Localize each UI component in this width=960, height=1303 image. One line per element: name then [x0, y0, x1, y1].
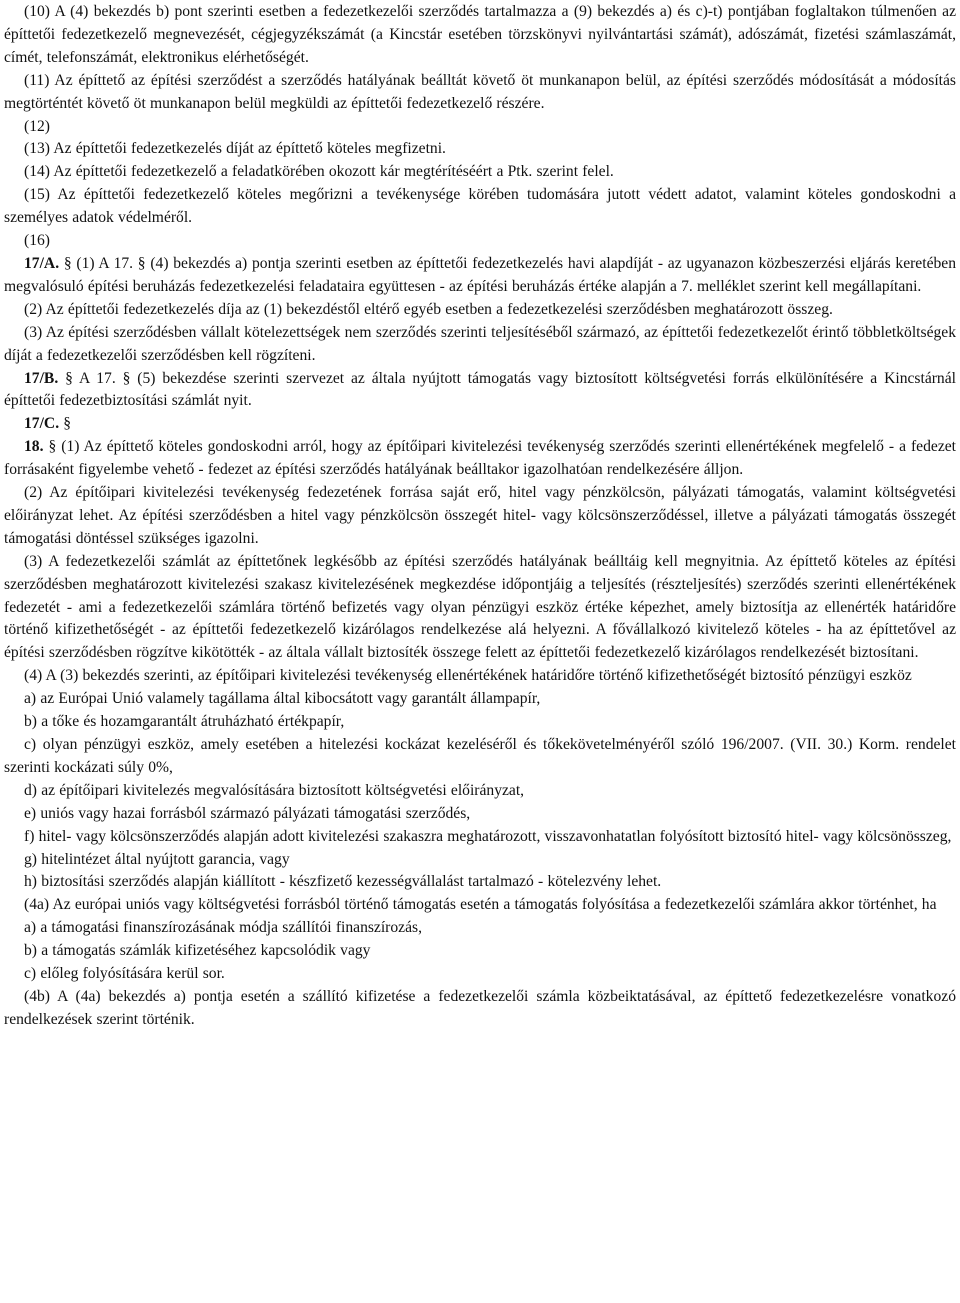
paragraph-text: § A 17. § (5) bekezdése szerinti szervezet az általa nyújtott támogatás vagy biztosított költségvetési forrás elkülönítésére a Kincstárnál építtetői fedezetbiztosítási számlát nyit. [4, 369, 956, 410]
paragraph-text: (10) A (4) bekezdés b) pont szerinti esetben a fedezetkezelői szerződés tartalmazza a (9) bekezdés a) és c)-t) pontjában foglaltakon túlmenően az építtetői fedezetkezelő megnevezését, cégjegyzékszámát (a Kincstár esetében törzskönyvi nyilvántartási számát), adószámát, fizetési számlaszámát, címét, telefonszámát, elektronikus elérhetőségét. [4, 3, 956, 66]
paragraph [4, 711, 956, 734]
paragraph [4, 940, 956, 963]
paragraph-text: a) az Európai Unió valamely tagállama által kibocsátott vagy garantált állampapír, [24, 690, 541, 708]
paragraph [4, 413, 956, 436]
section-number: 17/C. [24, 415, 60, 433]
paragraph-text: § (1) Az építtető köteles gondoskodni arról, hogy az építőipari kivitelezési tevékenység szerződés szerinti ellenértékének megfelelő - a fedezet forrásaként figyelembe vehető - fedezet az építési szerződés hatályának beálltakor igazolhatóan rendelkezésére álljon. [4, 438, 956, 479]
paragraph [4, 1, 956, 70]
paragraph [4, 322, 956, 368]
paragraph-text: a) a támogatási finanszírozásának módja szállítói finanszírozás, [24, 919, 422, 937]
paragraph [4, 688, 956, 711]
paragraph-text: (4b) A (4a) bekezdés a) pontja esetén a szállító kifizetése a fedezetkezelői számla közbeiktatásával, az építtető fedezetkezelésre vonatkozó rendelkezések szerint történik. [4, 987, 956, 1028]
paragraph [4, 551, 956, 666]
section-number: 17/B. [24, 369, 59, 387]
paragraph-text: (2) Az építtetői fedezetkezelés díja az (1) bekezdéstől eltérő egyéb esetben a fedezetkezelési szerződésben meghatározott összeg. [24, 300, 833, 318]
paragraph-text: e) uniós vagy hazai forrásból származó pályázati támogatási szerződés, [24, 804, 471, 822]
paragraph [4, 299, 956, 322]
paragraph-text: (13) Az építtetői fedezetkezelés díját az építtető köteles megfizetni. [24, 140, 446, 158]
paragraph [4, 894, 956, 917]
paragraph-text: (15) Az építtetői fedezetkezelő köteles megőrizni a tevékenysége körében tudomására jutott védett adatot, valamint köteles gondoskodni a személyes adatok védelméről. [4, 186, 956, 227]
paragraph [4, 780, 956, 803]
paragraph [4, 230, 956, 253]
paragraph [4, 986, 956, 1032]
paragraph-text: (14) Az építtetői fedezetkezelő a feladatkörében okozott kár megtérítéséért a Ptk. szerint felel. [24, 163, 614, 181]
paragraph [4, 871, 956, 894]
paragraph [4, 70, 956, 116]
paragraph-text: (12) [24, 117, 50, 135]
paragraph [4, 826, 956, 849]
paragraph [4, 963, 956, 986]
paragraph-text: h) biztosítási szerződés alapján kiállított - készfizető kezességvállalást tartalmazó - kötelezvény lehet. [24, 873, 662, 891]
paragraph-text: § (1) A 17. § (4) bekezdés a) pontja szerinti esetben az építtetői fedezetkezelés havi alapdíját - az ugyanazon közbeszerzési eljárás keretében megvalósuló építési beruházás fedezetkezelési feladataira együttesen - az építési beruházás értéke alapján a 7. melléklet szerint kell megállapítani. [4, 254, 957, 295]
paragraph-text: f) hitel- vagy kölcsönszerződés alapján adott kivitelezési szakaszra meghatározott, visszavonhatatlan folyósított biztosító hitel- vagy kölcsönösszeg, [24, 827, 952, 845]
paragraph-text: (3) A fedezetkezelői számlát az építtetőnek legkésőbb az építési szerződés hatályának beálltáig kell megnyitnia. Az építtető köteles az építési szerződésben meghatározott kivitelezési szakasz kivitelezésének megkezdése időpontjáig a teljesítés (részteljesítés) szerződés szerinti ellenértékének fedezetét - ami a fedezetkezelői számlára történő befizetés vagy olyan pénzügyi eszköz értéke képezhet, amely biztosítja az ellenérték határidőre történő kifizethetőségét - az építtetői fedezetkezelő kizárólagos rendelkezése alá helyezni. A fővállalkozó kivitelező köteles - ha az építtetővel az építési szerződésben rögzítve kikötötték - az általa vállalt biztosíték összege felett az építtetői fedezetkezelő kizárólagos rendelkezését biztosítani. [4, 552, 956, 662]
paragraph-text: c) előleg folyósítására kerül sor. [24, 965, 225, 983]
paragraph-text: g) hitelintézet által nyújtott garancia, vagy [24, 850, 290, 868]
paragraph-text: b) a tőke és hozamgarantált átruházható értékpapír, [24, 713, 345, 731]
paragraph-text: d) az építőipari kivitelezés megvalósítására biztosított költségvetési előirányzat, [24, 781, 525, 799]
paragraph [4, 849, 956, 872]
paragraph-text: c) olyan pénzügyi eszköz, amely esetében a hitelezési kockázat kezeléséről és tőkekövetelményéről szóló 196/2007. (VII. 30.) Korm. rendelet szerinti kockázati súly 0%, [4, 736, 956, 776]
paragraph-text: (3) Az építési szerződésben vállalt kötelezettségek nem szerződés szerinti teljesítéséből származó, az építtetői fedezetkezelőt érintő többletköltségek díját a fedezetkezelői szerződésben kell rögzíteni. [4, 323, 956, 364]
paragraph-text: (2) Az építőipari kivitelezési tevékenység fedezetének forrása saját erő, hitel vagy pénzkölcsön, pályázati támogatás, valamint költségvetési előirányzat lehet. Az építési szerződésben a hitel vagy pénzkölcsön összegét hitel- vagy kölcsönszerződéssel, illetve a pályázati támogatás összegét támogatási döntéssel szükséges igazolni. [4, 484, 956, 547]
paragraph [4, 917, 956, 940]
section-number: 17/A. [24, 254, 60, 272]
paragraph [4, 161, 956, 184]
paragraph [4, 368, 956, 414]
paragraph-text: (16) [24, 232, 50, 250]
paragraph-text: (4) A (3) bekezdés szerinti, az építőipari kivitelezési tevékenység ellenértékének határidőre történő kifizethetőségét biztosító pénzügyi eszköz [24, 667, 912, 685]
paragraph [4, 803, 956, 826]
paragraph [4, 482, 956, 551]
paragraph [4, 138, 956, 161]
paragraph-text: (11) Az építtető az építési szerződést a szerződés hatályának beálltát követő öt munkanapon belül, az építési szerződés módosítását a módosítás megtörténtét követő öt munkanapon belül megküldi az építtetői fedezetkezelő részére. [4, 71, 956, 112]
paragraph [4, 253, 956, 299]
paragraph-text: (4a) Az európai uniós vagy költségvetési forrásból történő támogatás esetén a támogatás folyósítása a fedezetkezelői számlára akkor történhet, ha [24, 896, 937, 914]
paragraph [4, 436, 956, 482]
paragraph [4, 665, 956, 688]
paragraph [4, 184, 956, 230]
section-number: 18. [24, 438, 44, 456]
paragraph-text: § [63, 415, 72, 433]
paragraph [4, 116, 956, 139]
paragraph-text: b) a támogatás számlák kifizetéséhez kapcsolódik vagy [24, 942, 371, 960]
paragraph [4, 734, 956, 780]
